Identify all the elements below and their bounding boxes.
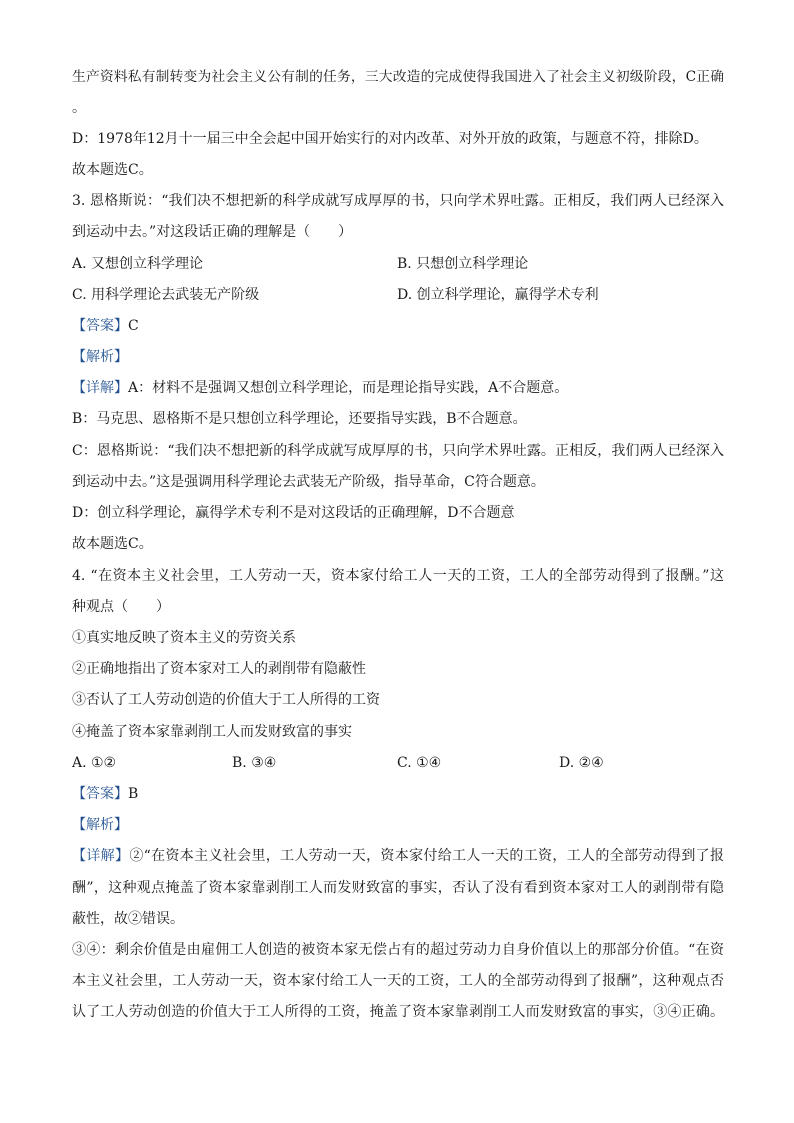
q4-option-a: A. ①② bbox=[72, 755, 117, 771]
q3-option-a: A. 又想创立科学理论 bbox=[72, 256, 204, 272]
q4-item-4: ④掩盖了资本家靠剥削工人而发财致富的事实 bbox=[72, 724, 352, 740]
q4-answer bbox=[72, 783, 724, 805]
q3-stem-line-2: 到运动中去。”对这段话正确的理解是（ ） bbox=[72, 224, 353, 240]
q4-item-1: ①真实地反映了资本主义的劳资关系 bbox=[72, 630, 296, 646]
q4-detail-line-2: 酬”，这种观点掩盖了资本家靠剥削工人而发财致富的事实，否认了没有看到资本家对工人的剥削带有隐 bbox=[72, 880, 724, 896]
q4-options-row bbox=[72, 752, 724, 774]
q3-detail-b: B：马克思、恩格斯不是只想创立科学理论，还要指导实践，B不合题意。 bbox=[72, 411, 527, 427]
q3-detail-c-line-1: C：恩格斯说：“我们决不想把新的科学成就写成厚厚的书，只向学术界吐露。正相反，我们两人已经深入 bbox=[72, 443, 724, 459]
q3-options-row-1 bbox=[72, 253, 724, 275]
q4-stem-line-1: 4. “在资本主义社会里，工人劳动一天，资本家付给工人一天的工资，工人的全部劳动得到了报酬。”这 bbox=[72, 568, 724, 584]
q3-detail-a bbox=[72, 377, 724, 399]
q3-answer-tag: 【答案】 bbox=[72, 318, 128, 334]
q4-item-2: ②正确地指出了资本家对工人的剥削带有隐蔽性 bbox=[72, 661, 366, 677]
q3-answer-value: C bbox=[128, 318, 139, 334]
q4-stem-line-2: 种观点（ ） bbox=[72, 599, 170, 615]
q4-detail-line-6: 认了工人劳动创造的价值大于工人所得的工资，掩盖了资本家靠剥削工人而发财致富的事实，③④正确。 bbox=[72, 1004, 724, 1020]
q4-detail-line-5: 本主义社会里，工人劳动一天，资本家付给工人一天的工资，工人的全部劳动得到了报酬”，这种观点否 bbox=[72, 973, 724, 989]
carryover-line-2: 。 bbox=[72, 100, 86, 116]
q4-detail-line-1 bbox=[72, 845, 724, 867]
q4-detail-line-1-text: ②“在资本主义社会里，工人劳动一天，资本家付给工人一天的工资，工人的全部劳动得到了报 bbox=[129, 848, 724, 864]
q3-answer bbox=[72, 315, 724, 337]
q3-detail-c-line-2: 到运动中去。”这是强调用科学理论去武装无产阶级，指导革命，C符合题意。 bbox=[72, 474, 545, 490]
q3-detail-a-text: A：材料不是强调又想创立科学理论，而是理论指导实践，A不合题意。 bbox=[128, 380, 569, 396]
q3-option-b: B. 只想创立科学理论 bbox=[397, 256, 529, 272]
q4-analysis-heading bbox=[72, 814, 724, 836]
q3-option-d: D. 创立科学理论，赢得学术专利 bbox=[397, 287, 599, 303]
q4-answer-value: B bbox=[128, 786, 139, 802]
q3-analysis-heading bbox=[72, 346, 724, 368]
q4-detail-line-4: ③④：剩余价值是由雇佣工人创造的被资本家无偿占有的超过劳动力自身价值以上的那部分价值。“在资 bbox=[72, 942, 724, 958]
q4-option-c: C. ①④ bbox=[397, 755, 442, 771]
q4-detail-line-3: 蔽性，故②错误。 bbox=[72, 911, 184, 927]
q3-conclusion: 故本题选C。 bbox=[72, 536, 153, 552]
q3-detail-d: D：创立科学理论，赢得学术专利不是对这段话的正确理解，D不合题意 bbox=[72, 505, 515, 521]
carryover-conclusion: 故本题选C。 bbox=[72, 162, 153, 178]
carryover-line-1: 生产资料私有制转变为社会主义公有制的任务，三大改造的完成使得我国进入了社会主义初级阶段，C正确 bbox=[72, 69, 724, 85]
q4-option-b: B. ③④ bbox=[232, 755, 277, 771]
q4-detail-tag: 【详解】 bbox=[72, 848, 130, 864]
q3-stem-line-1: 3. 恩格斯说：“我们决不想把新的科学成就写成厚厚的书，只向学术界吐露。正相反，我们两人已经深入 bbox=[72, 193, 724, 209]
q4-option-d: D. ②④ bbox=[559, 755, 604, 771]
q4-answer-tag: 【答案】 bbox=[72, 786, 128, 802]
q4-item-3: ③否认了工人劳动创造的价值大于工人所得的工资 bbox=[72, 692, 380, 708]
q4-analysis-tag: 【解析】 bbox=[72, 817, 128, 833]
q3-options-row-2 bbox=[72, 284, 724, 306]
q3-option-c: C. 用科学理论去武装无产阶级 bbox=[72, 287, 260, 303]
carryover-option-d: D：1978年12月十一届三中全会起中国开始实行的对内改革、对外开放的政策，与题意不符，排除D。 bbox=[72, 131, 708, 147]
q3-analysis-tag: 【解析】 bbox=[72, 349, 128, 365]
q3-detail-tag: 【详解】 bbox=[72, 380, 128, 396]
